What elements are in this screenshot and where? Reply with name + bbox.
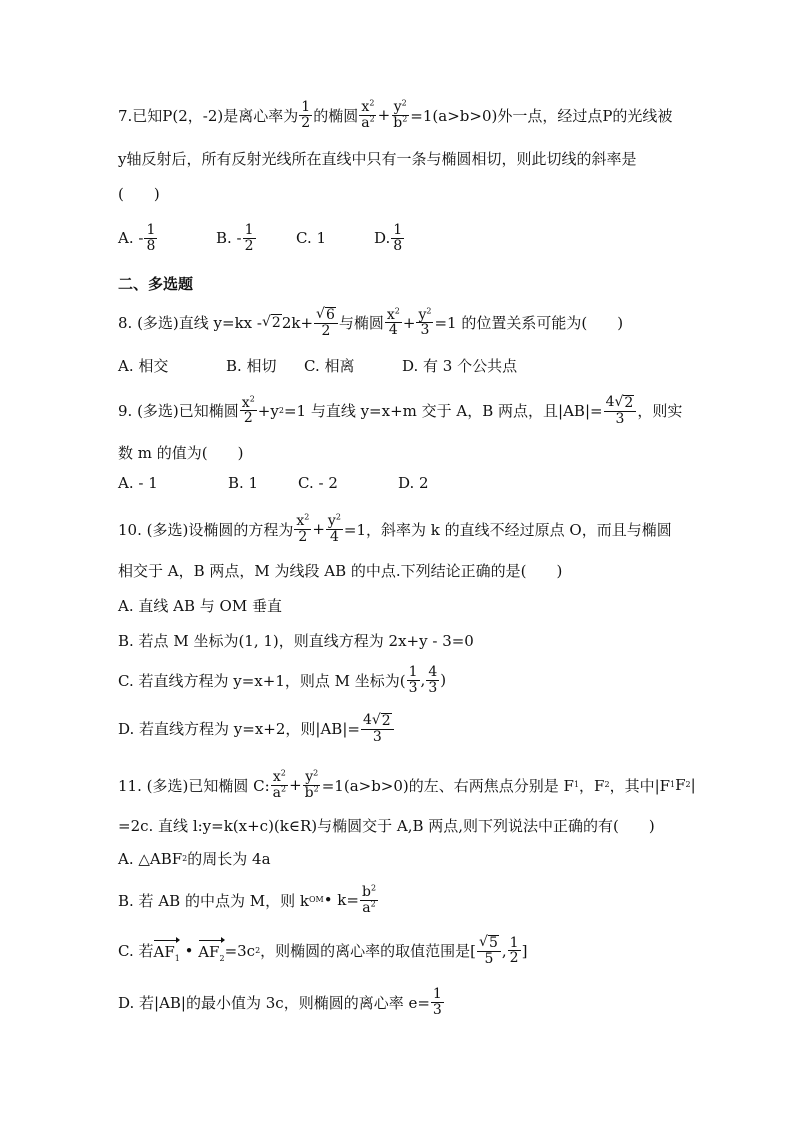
q7-option-b-label: B. -: [216, 229, 242, 248]
q10-option-c[interactable]: [118, 665, 446, 695]
fraction-b2-a2: $\frac{b^2}{a^2}$: [361, 883, 377, 916]
q10-text-b: =1，斜率为 k 的直线不经过原点 O，而且与椭圆: [343, 520, 672, 539]
q8-text-d: =1 的位置关系可能为( ): [434, 314, 624, 333]
fraction-sqrt6-2: √ 6 2: [314, 307, 338, 338]
q11-option-b-label: B. 若 AB 的中点为 M，则 k: [118, 891, 309, 910]
q8-option-a[interactable]: A. 相交: [118, 357, 169, 375]
plus: +: [289, 776, 302, 795]
sqrt-2: √ 2: [261, 314, 281, 332]
q11-option-c-eq: =3c: [224, 941, 256, 960]
vector-af2: $AF_2$: [198, 940, 224, 961]
q11-option-a-label: A. △ABF: [118, 849, 183, 868]
q8-option-c[interactable]: C. 相离: [304, 357, 355, 375]
q11-text-f: |: [690, 776, 696, 795]
fraction-1-3: $\frac{1}{3}$: [408, 664, 418, 696]
paren-close: ): [440, 671, 447, 690]
q7-option-a-label: A. -: [118, 229, 144, 248]
q9-line2: 数 m 的值为( ): [118, 444, 244, 462]
comma: ,: [501, 941, 507, 960]
q7-option-a[interactable]: [118, 223, 216, 253]
q8-text-a: 8. (多选)直线 y=kx -: [118, 314, 262, 333]
fraction-y2-b2: $\frac{y^2}{b^2}$: [393, 98, 408, 131]
q9-text-b: +y: [257, 401, 279, 420]
q7-option-d-label: D.: [374, 229, 391, 248]
q9-text-c: =1 与直线 y=x+m 交于 A，B 两点，且|AB|=: [283, 402, 603, 421]
q11-line1: 11. (多选)已知椭圆 C: $\frac{x^2}{a^2}$ + $\frac{y^2}{b^2}$ =1(a>b>0)的左、右两焦点分别是 F 1 ，F 2 ，其中|F 1 F 2 |: [118, 768, 696, 801]
vector-af1: $AF_1$: [153, 940, 179, 961]
q7-text-b: 的椭圆: [313, 106, 359, 125]
q7-option-b[interactable]: [216, 223, 296, 253]
q11-line2: =2c. 直线 l:y=k(x+c)(k∈R)与椭圆交于 A,B 两点,则下列说法中正确的有( ): [118, 817, 655, 835]
q9-text-a: 9. (多选)已知椭圆: [118, 402, 239, 421]
fraction-1-2: $\frac{1}{2}$: [244, 222, 254, 254]
plus: +: [312, 520, 325, 539]
q11-option-a[interactable]: A. △ABF 2 的周长为 4a: [118, 849, 271, 868]
fraction-1-8: $\frac{1}{8}$: [393, 222, 403, 254]
fraction-x2-2: $\frac{x^2}{2}$: [296, 512, 310, 545]
bracket-close: ]: [521, 941, 528, 960]
q8-text-b: 2k+: [281, 313, 314, 332]
q7-line2: y轴反射后，所有反射光线所在直线中只有一条与椭圆相切，则此切线的斜率是: [118, 150, 637, 168]
q7-option-c[interactable]: [296, 229, 374, 247]
q11-option-b-text: • k=: [323, 891, 359, 910]
q8-text-c: 与椭圆: [338, 314, 384, 333]
fraction-sqrt5-5: √ 5 5: [477, 935, 501, 966]
q11-text-e: F: [675, 776, 686, 795]
q9-line1: 9. (多选)已知椭圆 $\frac{x^2}{2}$ +y 2 =1 与直线 y=x+m 交于 A，B 两点，且|AB|= 4 √ 2 3 ，则实: [118, 393, 683, 427]
fraction-4-3: $\frac{4}{3}$: [428, 664, 438, 696]
fraction-x2-a2: $\frac{x^2}{a^2}$: [361, 98, 375, 131]
q8-option-d[interactable]: D. 有 3 个公共点: [402, 357, 518, 375]
q10-option-d-label: D. 若直线方程为 y=x+2，则|AB|=: [118, 720, 360, 739]
q10-line2: 相交于 A，B 两点，M 为线段 AB 的中点.下列结论正确的是( ): [118, 562, 563, 580]
q10-option-d[interactable]: [118, 713, 395, 744]
q8-options: [118, 355, 517, 376]
q11-option-c-text: ，则椭圆的离心率的取值范围是[: [260, 942, 477, 961]
q11-option-c-label: C. 若: [118, 942, 154, 961]
q11-option-d-label: D. 若|AB|的最小值为 3c，则椭圆的离心率 e=: [118, 993, 430, 1012]
plus: +: [377, 106, 391, 125]
fraction-x2-4: $\frac{x^2}{4}$: [386, 305, 400, 339]
q9-options: [118, 474, 429, 492]
fraction-y2-3: $\frac{y^2}{3}$: [418, 305, 432, 339]
q10-option-a[interactable]: A. 直线 AB 与 OM 垂直: [118, 597, 282, 615]
fraction-4sqrt2-3: 4 √ 2 3: [604, 395, 637, 426]
section-heading: 二、多选题: [118, 275, 194, 293]
q9-option-b[interactable]: B. 1: [228, 474, 259, 492]
fraction-1-2: $\frac{1}{2}$: [509, 934, 519, 967]
q9-text-d: ，则实: [637, 402, 683, 421]
q10-line1: [118, 514, 672, 544]
q11-option-b[interactable]: B. 若 AB 的中点为 M，则 k OM • k= $\frac{b^2}{a^2}$: [118, 883, 377, 916]
q7-option-c-label: C. 1: [296, 229, 327, 248]
q11-option-d[interactable]: [118, 987, 445, 1017]
fraction-y2-b2: $\frac{y^2}{b^2}$: [304, 768, 319, 801]
comma: ,: [420, 671, 426, 690]
q7-text-a: 7.已知P(2，-2)是离心率为: [118, 106, 299, 125]
q11-text-d: ，其中|F: [609, 776, 671, 795]
q9-option-c[interactable]: C. - 2: [298, 474, 338, 492]
fraction-half: $\frac{1}{2}$: [301, 99, 311, 131]
fraction-1-3: $\frac{1}{3}$: [432, 986, 442, 1018]
q7-text-c: =1(a>b>0)外一点，经过点P的光线被: [410, 106, 673, 125]
q11-option-a-text: 的周长为 4a: [187, 850, 271, 868]
q8-option-b[interactable]: B. 相切: [226, 357, 277, 375]
q11-text-a: 11. (多选)已知椭圆 C:: [118, 776, 270, 795]
q8-line1: [118, 307, 623, 338]
plus: +: [402, 313, 416, 332]
fraction-4sqrt2-3: 4 √ 2 3: [361, 713, 394, 744]
q10-text-a: 10. (多选)设椭圆的方程为: [118, 520, 294, 539]
q7-line1: [118, 100, 672, 130]
q9-option-a[interactable]: A. - 1: [118, 474, 158, 492]
q7-option-d[interactable]: [374, 223, 405, 253]
fraction-x2-2: $\frac{x^2}{2}$: [241, 393, 255, 427]
q9-option-d[interactable]: D. 2: [398, 474, 429, 492]
q11-option-c[interactable]: C. 若 $AF_1$ • $AF_2$ =3c 2 ，则椭圆的离心率的取值范围是[ √ 5 5 , $\frac{1}{2}$ ]: [118, 934, 528, 967]
fraction-y2-4: $\frac{y^2}{4}$: [327, 512, 341, 545]
q10-option-b[interactable]: B. 若点 M 坐标为(1, 1)，则直线方程为 2x+y - 3=0: [118, 632, 474, 650]
q7-options: [118, 223, 405, 253]
q11-text-b: =1(a>b>0)的左、右两焦点分别是 F: [321, 776, 574, 795]
fraction-1-8: $\frac{1}{8}$: [146, 222, 156, 254]
fraction-x2-a2: $\frac{x^2}{a^2}$: [272, 768, 287, 801]
q11-text-c: ，F: [579, 776, 605, 795]
dot-operator: •: [179, 941, 199, 960]
q10-option-c-label: C. 若直线方程为 y=x+1，则点 M 坐标为(: [118, 671, 406, 690]
q7-answer-paren: ( ): [118, 185, 160, 203]
